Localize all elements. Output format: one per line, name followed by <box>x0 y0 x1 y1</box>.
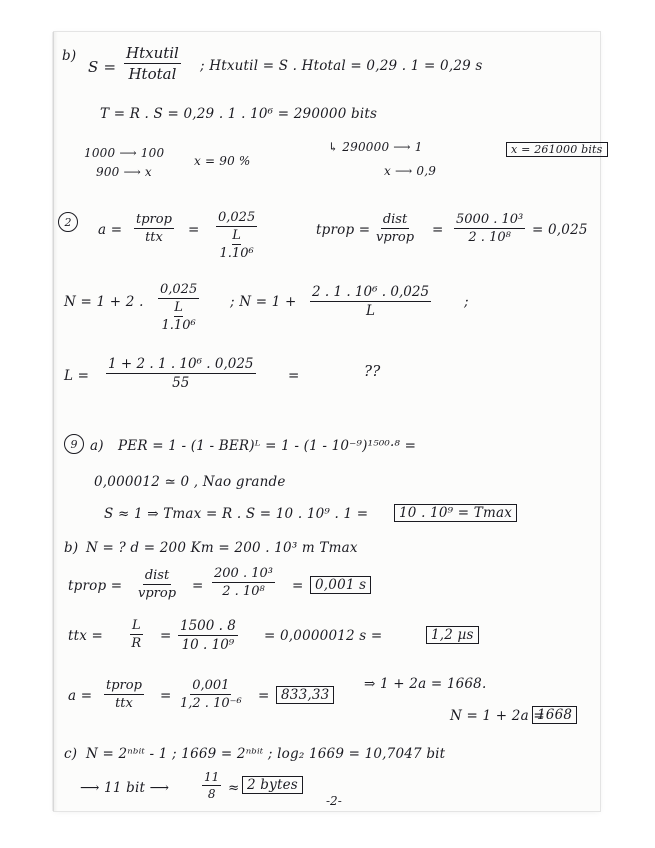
s-fraction <box>124 44 181 83</box>
n2-prefix: ; N = 1 + <box>230 294 297 310</box>
a-value-fraction <box>216 210 257 261</box>
ratio2-top: ↳ 290000 ⟶ 1 <box>328 140 423 154</box>
a-prefix: a = <box>98 222 123 238</box>
tprop-denominator: vprop <box>376 230 415 245</box>
l-result: ?? <box>364 362 381 380</box>
s-prefix: S = <box>88 58 117 76</box>
part-a-label: a) <box>90 438 104 454</box>
part-b-label: b) <box>62 48 77 64</box>
tprop9-boxed: 0,001 s <box>310 576 371 594</box>
tprop9-equals2: = <box>292 578 304 594</box>
ratio2-result-boxed: x = 261000 bits <box>506 142 608 157</box>
per-equation: PER = 1 - (1 - BER)ᴸ = 1 - (1 - 10⁻⁹)¹⁵⁰⁰·⁸ = <box>118 438 417 454</box>
tprop-value-numerator: 5000 . 10³ <box>456 212 524 227</box>
n1-numerator: 0,025 <box>160 282 198 297</box>
c-bytes-numerator: 11 <box>204 770 220 784</box>
n2-denominator: L <box>366 303 375 319</box>
l-fraction <box>106 356 256 391</box>
c-equation: N = 2ⁿᵇⁱᵗ - 1 ; 1669 = 2ⁿᵇⁱᵗ ; log₂ 1669 = 10,7047 bit <box>86 746 446 762</box>
ratio2-bottom: x ⟶ 0,9 <box>384 164 437 178</box>
n-result-prefix: N = 1 + 2a = <box>450 708 545 724</box>
tprop9-value-denominator: 2 . 10⁸ <box>222 584 265 599</box>
tprop-equals: = <box>432 222 444 238</box>
problem-2-marker: 2 <box>58 212 78 232</box>
a9-numerator: tprop <box>106 678 142 693</box>
ttx-value-denominator: 10 . 10⁹ <box>181 637 235 653</box>
ttx-value-numerator: 1500 . 8 <box>180 618 236 634</box>
tmax-boxed: 10 . 10⁹ = Tmax <box>394 504 517 522</box>
tprop-result: = 0,025 <box>532 222 588 238</box>
a9-value-numerator: 0,001 <box>192 678 230 693</box>
t-equation: T = R . S = 0,29 . 1 . 10⁶ = 290000 bits <box>100 106 378 122</box>
ttx-boxed: 1,2 µs <box>426 626 479 644</box>
a-value-den-bottom: 1.10⁶ <box>219 246 254 261</box>
c-bytes-fraction <box>202 770 221 801</box>
ttx-equals: = <box>160 628 172 644</box>
page-number: -2- <box>326 794 342 808</box>
per-result: 0,000012 ≃ 0 , Nao grande <box>94 474 286 490</box>
n2-suffix: ; <box>464 294 469 310</box>
n1-den-bottom: 1.10⁶ <box>161 318 196 333</box>
ttx-value-fraction <box>178 618 238 653</box>
tprop9-fraction <box>138 568 176 601</box>
a-denominator: ttx <box>145 230 163 245</box>
a9-implies: ⇒ 1 + 2a = 1668. <box>364 676 487 692</box>
a-equals: = <box>188 222 200 238</box>
l-prefix: L = <box>64 368 90 384</box>
n1-fraction <box>158 282 199 333</box>
n-result-boxed: 1668 <box>532 706 577 724</box>
part-c-label: c) <box>64 746 78 762</box>
n1-prefix: N = 1 + 2 . <box>64 294 144 310</box>
a9-denominator: ttx <box>115 696 133 711</box>
handwritten-page <box>54 32 603 811</box>
a9-equals2: = <box>258 688 270 704</box>
a9-value-denominator: 1,2 . 10⁻⁶ <box>180 696 242 711</box>
ttx-result: = 0,0000012 s = <box>264 628 383 644</box>
s-rest: ; Htxutil = S . Htotal = 0,29 . 1 = 0,29 s <box>200 58 483 74</box>
l-denominator: 55 <box>172 375 190 391</box>
a-numerator: tprop <box>136 212 172 227</box>
tprop9-value-fraction <box>212 566 275 599</box>
a9-boxed: 833,33 <box>276 686 334 704</box>
tprop9-numerator: dist <box>144 568 170 583</box>
a9-equals: = <box>160 688 172 704</box>
tprop-prefix: tprop = <box>316 222 371 238</box>
a9-fraction <box>104 678 144 711</box>
c-bytes-boxed: 2 bytes <box>242 776 303 794</box>
a-value-numerator: 0,025 <box>218 210 256 225</box>
part-b9-label: b) <box>64 540 79 556</box>
tprop-fraction <box>376 212 414 245</box>
n2-numerator: 2 . 1 . 10⁶ . 0,025 <box>312 284 430 300</box>
tprop9-value-numerator: 200 . 10³ <box>214 566 273 581</box>
ratio1-result: x = 90 % <box>194 154 251 168</box>
s-fraction-denominator: Htotal <box>128 65 177 83</box>
c-bytes-denominator: 8 <box>207 787 216 801</box>
n2-fraction <box>310 284 431 319</box>
ttx-fraction <box>130 618 143 651</box>
ttx-denominator: R <box>131 636 142 651</box>
a9-prefix: a = <box>68 688 93 704</box>
b-given-line: N = ? d = 200 Km = 200 . 10³ m Tmax <box>86 540 358 556</box>
tprop-value-fraction <box>454 212 525 245</box>
problem-9-marker: 9 <box>64 434 84 454</box>
a-value-den-top: L <box>232 228 241 243</box>
a-fraction <box>134 212 174 245</box>
tprop9-prefix: tprop = <box>68 578 123 594</box>
s-implies-line: S ≈ 1 ⇒ Tmax = R . S = 10 . 10⁹ . 1 = <box>104 506 369 522</box>
tprop9-denominator: vprop <box>138 586 177 601</box>
s-fraction-numerator: Htxutil <box>126 44 179 62</box>
tprop-value-denominator: 2 . 10⁸ <box>468 230 511 245</box>
l-numerator: 1 + 2 . 1 . 10⁶ . 0,025 <box>108 356 254 372</box>
n1-den-top: L <box>174 300 183 315</box>
tprop-numerator: dist <box>382 212 408 227</box>
c-approx: ≈ <box>228 780 240 796</box>
ttx-numerator: L <box>132 618 141 633</box>
l-equals: = <box>288 368 300 384</box>
tprop9-equals: = <box>192 578 204 594</box>
a9-value-fraction <box>180 678 242 711</box>
ratio1-bottom: 900 ⟶ x <box>96 165 152 179</box>
c-line2-prefix: ⟶ 11 bit ⟶ <box>80 780 170 796</box>
ratio1-top: 1000 ⟶ 100 <box>84 146 165 160</box>
ttx-prefix: ttx = <box>68 628 104 644</box>
